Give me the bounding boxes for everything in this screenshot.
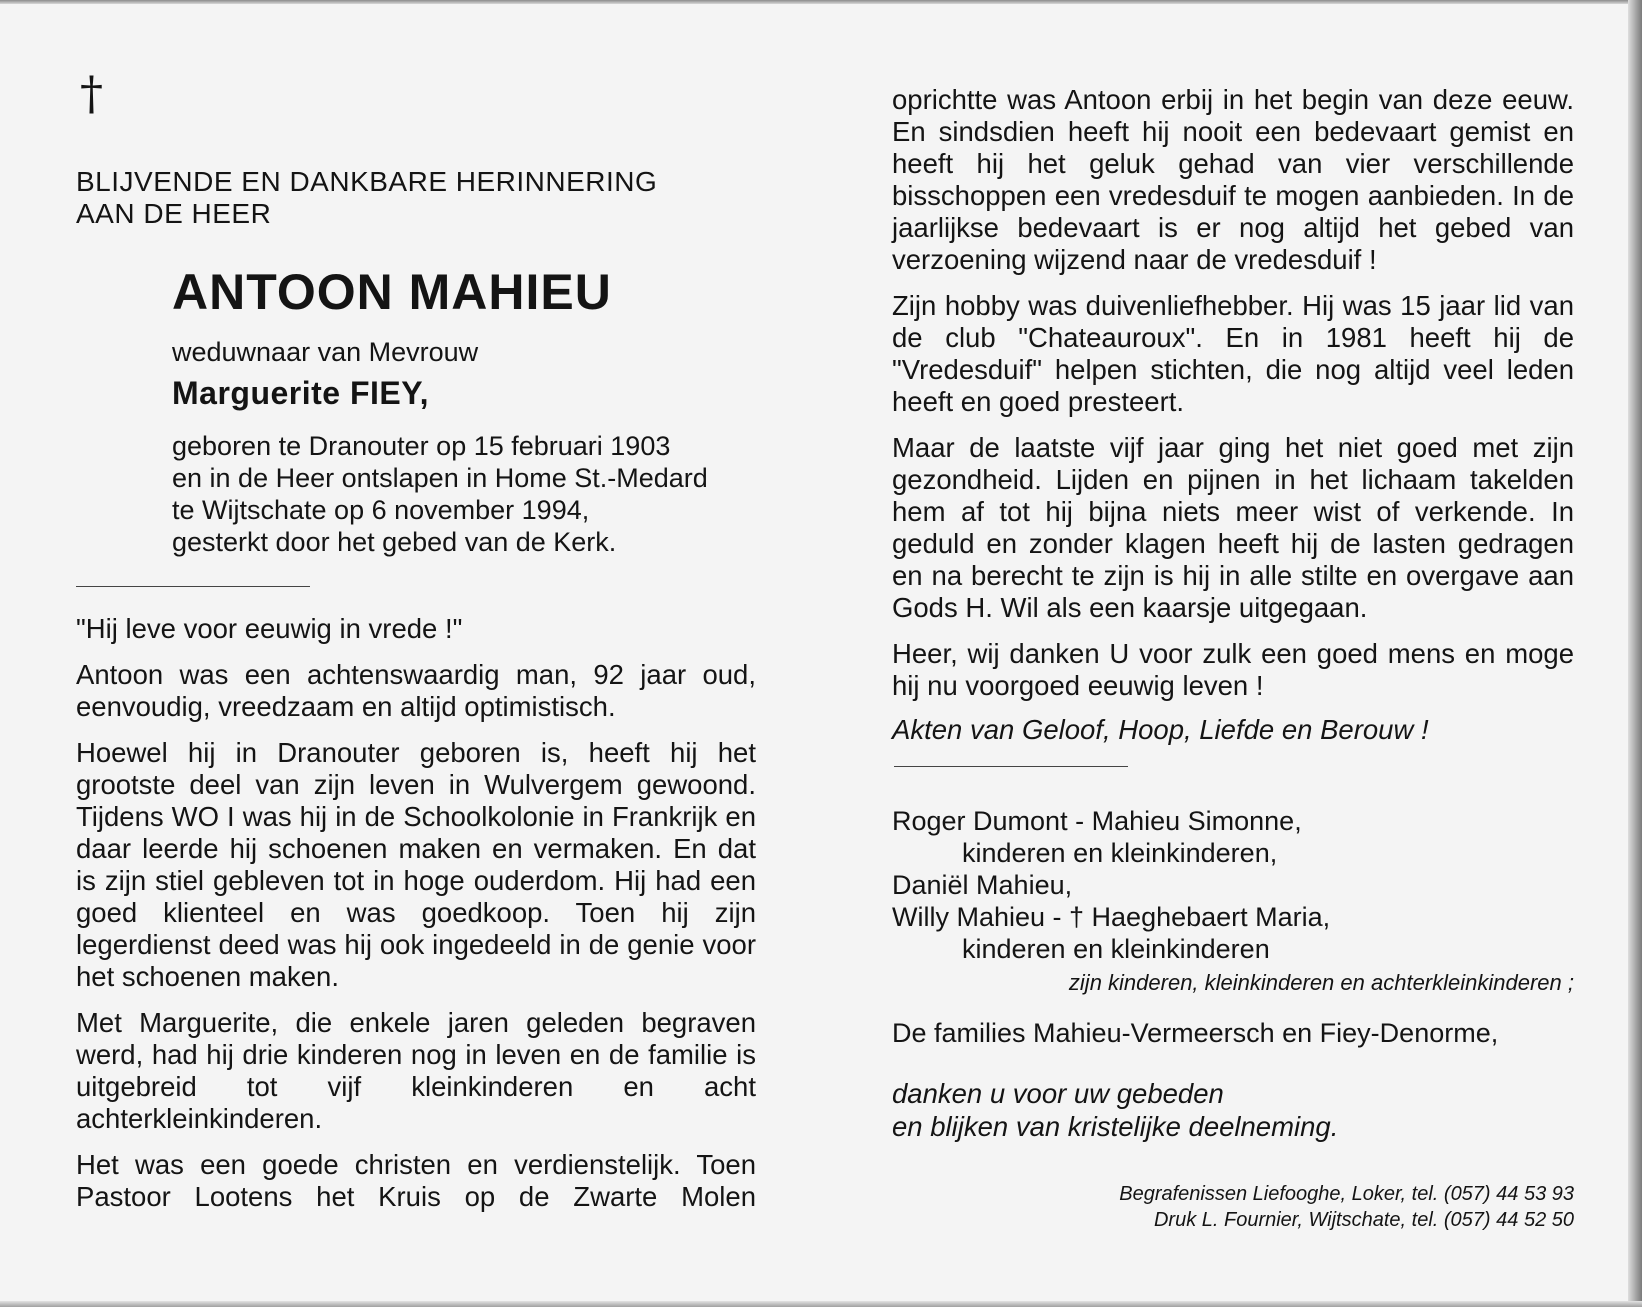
paragraph: Zijn hobby was duivenliefhebber. Hij was 15 jaar lid van de club "Chateauroux". En in 1981 heeft hij de "Vredesduif" helpen stichten, die nog altijd veel leden heeft en goed presteert. bbox=[892, 290, 1574, 417]
heading-line-1: BLIJVENDE EN DANKBARE HERINNERING bbox=[76, 166, 658, 197]
family-member: Daniël Mahieu, bbox=[892, 870, 1073, 900]
family-list bbox=[892, 805, 1574, 997]
family-member-descendants: kinderen en kleinkinderen bbox=[962, 934, 1270, 964]
paragraph: Het was een goede christen en verdienstelijk. Toen Pastoor Lootens het Kruis op de Zwarte Molen bbox=[76, 1149, 756, 1212]
family-member: Willy Mahieu - † Haeghebaert Maria, bbox=[892, 902, 1331, 932]
birth-death-line: geboren te Dranouter op 15 februari 1903 bbox=[172, 431, 671, 461]
scan-edge-right bbox=[1628, 0, 1642, 1307]
printer-credit: Druk L. Fournier, Wijtschate, tel. (057) 44 52 50 bbox=[1153, 1209, 1574, 1231]
scan-edge-bottom bbox=[0, 1301, 1642, 1307]
thanks-note bbox=[892, 1077, 1574, 1143]
right-column bbox=[892, 84, 1574, 1233]
paragraph: oprichtte was Antoon erbij in het begin van deze eeuw. En sindsdien heeft hij nooit een bedevaart gemist en heeft hij het geluk gehad van vier verschillende bisschoppen een vredesduif te mogen aanbieden. In de jaarlijkse bedevaart is er nog altijd het gebed van verzoening wijzend naar de vredesduif ! bbox=[892, 84, 1574, 275]
left-column bbox=[76, 66, 756, 1213]
thanks-line: en blijken van kristelijke deelneming. bbox=[892, 1111, 1339, 1142]
family-member: Roger Dumont - Mahieu Simonne, bbox=[892, 806, 1302, 836]
quote: "Hij leve voor eeuwig in vrede !" bbox=[76, 613, 463, 644]
widower-of: weduwnaar van Mevrouw bbox=[172, 337, 479, 367]
spouse-name: Marguerite FIEY, bbox=[172, 375, 429, 411]
divider bbox=[76, 586, 310, 587]
all-descendants: zijn kinderen, kleinkinderen en achterkleinkinderen ; bbox=[1068, 970, 1574, 995]
birth-death-line: te Wijtschate op 6 november 1994, bbox=[172, 495, 590, 525]
paragraph: Heer, wij danken U voor zulk een goed mens en moge hij nu voorgoed eeuwig leven ! bbox=[892, 638, 1574, 701]
family-member-descendants: kinderen en kleinkinderen, bbox=[962, 838, 1278, 868]
birth-death-details bbox=[172, 430, 756, 558]
birth-death-line: gesterkt door het gebed van de Kerk. bbox=[172, 527, 617, 557]
paragraph: Maar de laatste vijf jaar ging het niet goed met zijn gezondheid. Lijden en pijnen in het lichaam takelden hem af tot hij bijna niets meer wist of verkende. In geduld en zonder klagen heeft hij de lasten gedragen en na berecht te zijn is hij in alle stilte en overgave aan Gods H. Wil als een kaarsje uitgegaan. bbox=[892, 432, 1574, 623]
birth-death-line: en in de Heer ontslapen in Home St.-Medard bbox=[172, 463, 708, 493]
cross-icon: † bbox=[80, 66, 103, 120]
printer-credits bbox=[892, 1181, 1574, 1233]
acts-of-faith: Akten van Geloof, Hoop, Liefde en Berouw ! bbox=[892, 714, 1429, 745]
identity-block bbox=[172, 264, 756, 558]
paragraph: Antoon was een achtenswaardig man, 92 jaar oud, eenvoudig, vreedzaam en altijd optimistisch. bbox=[76, 659, 756, 722]
funeral-home-credit: Begrafenissen Liefooghe, Loker, tel. (057) 44 53 93 bbox=[1119, 1183, 1574, 1205]
paragraph: Hoewel hij in Dranouter geboren is, heeft hij het grootste deel van zijn leven in Wulvergem gewoond. Tijdens WO I was hij in de Schoolkolonie in Frankrijk en daar leerde hij schoenen maken en vermaken. En dat is zijn stiel gebleven tot in hoge ouderdom. Hij had een goed klienteel en was goedkoop. Toen hij zijn legerdienst deed was hij ook ingedeeld in de genie voor het schoenen maken. bbox=[76, 737, 756, 992]
heading-line-2: AAN DE HEER bbox=[76, 198, 272, 229]
thanks-line: danken u voor uw gebeden bbox=[892, 1078, 1224, 1109]
divider bbox=[894, 766, 1128, 767]
extended-families: De families Mahieu-Vermeersch en Fiey-Denorme, bbox=[892, 1018, 1499, 1048]
scan-edge-top bbox=[0, 0, 1642, 4]
paragraph: Met Marguerite, die enkele jaren geleden begraven werd, had hij drie kinderen nog in leven en de familie is uitgebreid tot vijf kleinkinderen en acht achterkleinkinderen. bbox=[76, 1007, 756, 1134]
deceased-name: ANTOON MAHIEU bbox=[172, 264, 612, 320]
memorial-heading bbox=[76, 166, 756, 230]
